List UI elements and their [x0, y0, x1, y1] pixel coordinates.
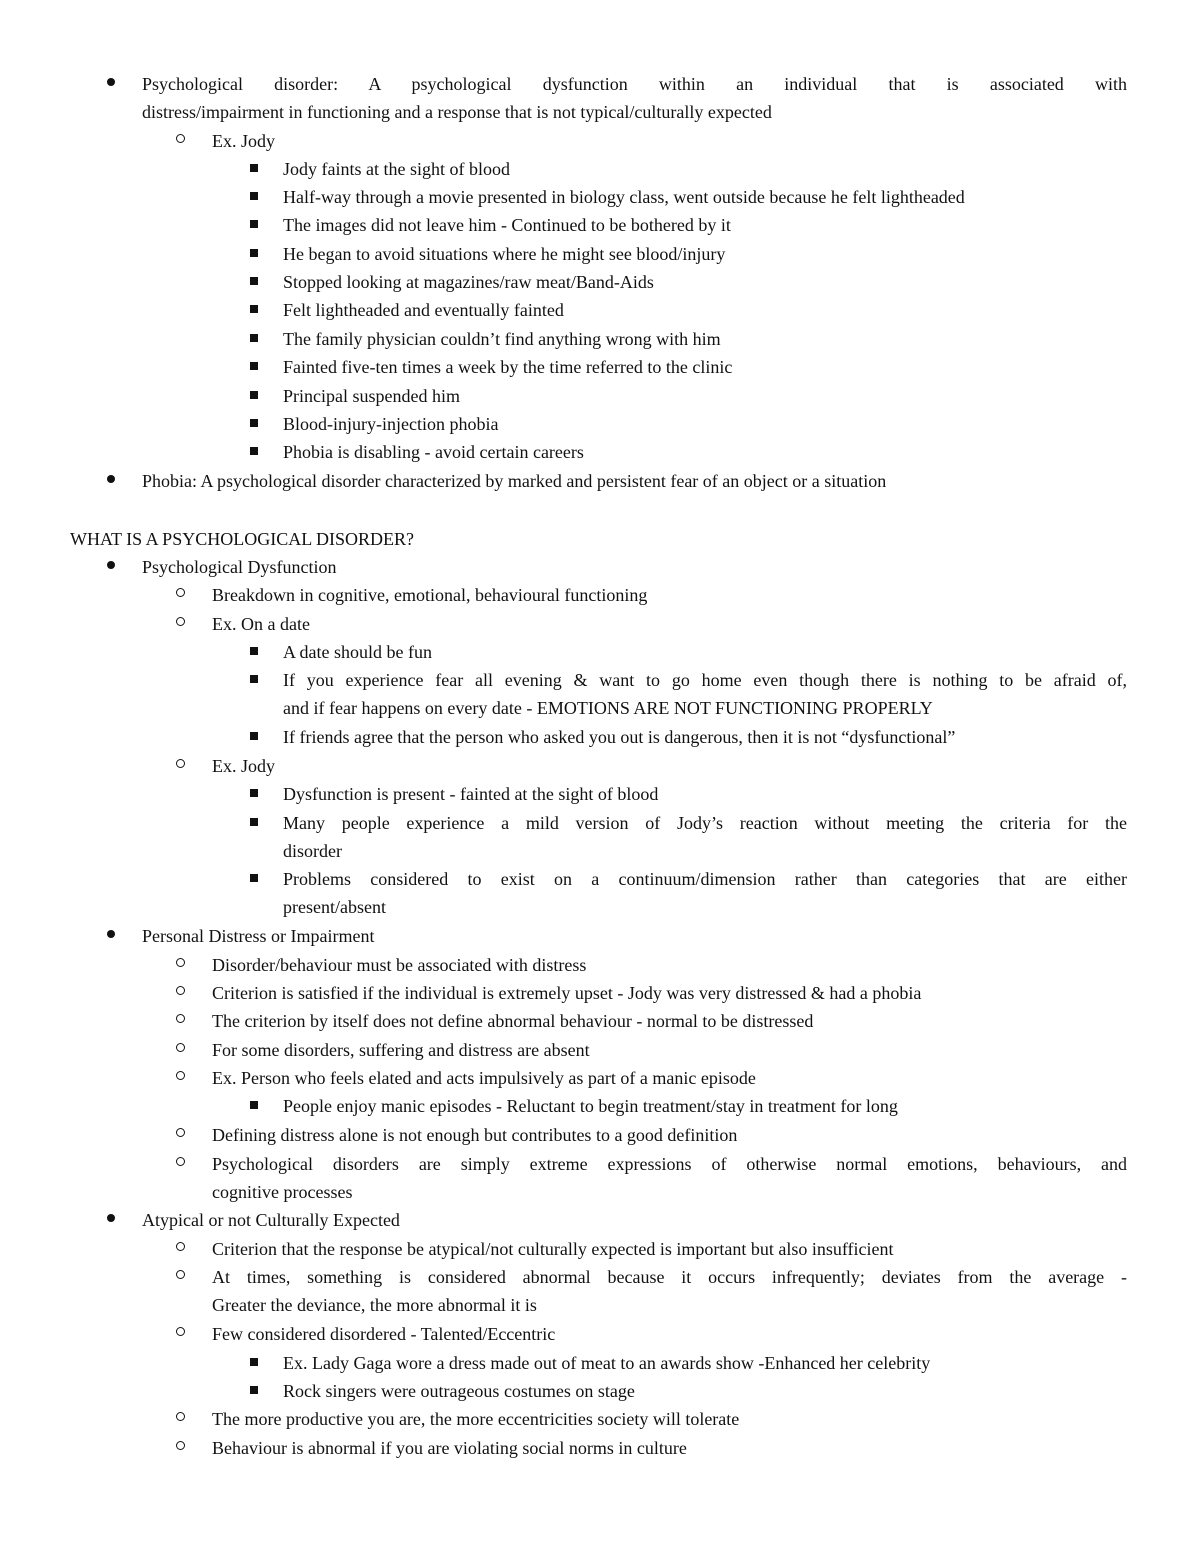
list-item-level-2 [0, 1121, 1200, 1149]
filled-square-bullet-icon [250, 249, 258, 257]
hollow-circle-bullet-icon [176, 759, 185, 768]
filled-square-bullet-icon [250, 391, 258, 399]
hollow-circle-bullet-icon [176, 1071, 185, 1080]
filled-square-bullet-icon [250, 1386, 258, 1394]
list-item-text: Psychological disorder: A psychological dysfunction within an individual that is associated with [142, 74, 1127, 94]
list-item-text: Blood-injury-injection phobia [283, 414, 499, 434]
list-item-level-3 [0, 723, 1200, 751]
filled-circle-bullet-icon [107, 78, 115, 86]
filled-square-bullet-icon [250, 874, 258, 882]
list-item-level-2 [0, 979, 1200, 1007]
list-item-level-2 [0, 610, 1200, 638]
list-item-text: distress/impairment in functioning and a response that is not typical/culturally expected [142, 102, 772, 122]
list-item-text: disorder [283, 841, 342, 861]
hollow-circle-bullet-icon [176, 1157, 185, 1166]
list-item-level-2 [0, 1291, 1200, 1319]
filled-square-bullet-icon [250, 789, 258, 797]
list-item-level-3 [0, 438, 1200, 466]
list-item-level-3 [0, 240, 1200, 268]
filled-square-bullet-icon [250, 362, 258, 370]
list-item-level-2 [0, 1263, 1200, 1291]
list-item-text: Rock singers were outrageous costumes on stage [283, 1381, 635, 1401]
list-item-level-2 [0, 951, 1200, 979]
filled-square-bullet-icon [250, 647, 258, 655]
section-heading [0, 525, 1200, 553]
list-item-level-3 [0, 211, 1200, 239]
list-item-level-1 [0, 922, 1200, 950]
hollow-circle-bullet-icon [176, 1043, 185, 1052]
filled-circle-bullet-icon [107, 930, 115, 938]
list-item-text: Phobia is disabling - avoid certain careers [283, 442, 584, 462]
list-item-text: The more productive you are, the more eccentricities society will tolerate [212, 1409, 740, 1429]
list-item-level-3 [0, 296, 1200, 324]
list-item-text: Disorder/behaviour must be associated with distress [212, 955, 587, 975]
list-item-level-2 [0, 1064, 1200, 1092]
hollow-circle-bullet-icon [176, 958, 185, 967]
list-item-text: Principal suspended him [283, 386, 460, 406]
list-item-level-3 [0, 325, 1200, 353]
list-item-text: Fainted five-ten times a week by the time referred to the clinic [283, 357, 733, 377]
hollow-circle-bullet-icon [176, 1014, 185, 1023]
list-item-level-1 [0, 467, 1200, 495]
list-item-level-3 [0, 837, 1200, 865]
hollow-circle-bullet-icon [176, 588, 185, 597]
list-item-level-2 [0, 1235, 1200, 1263]
filled-circle-bullet-icon [107, 561, 115, 569]
list-item-level-2 [0, 1320, 1200, 1348]
list-item-text: Greater the deviance, the more abnormal it is [212, 1295, 537, 1315]
list-item-text: The criterion by itself does not define abnormal behaviour - normal to be distressed [212, 1011, 814, 1031]
filled-square-bullet-icon [250, 732, 258, 740]
list-item-text: Defining distress alone is not enough but contributes to a good definition [212, 1125, 738, 1145]
list-item-text: Ex. On a date [212, 614, 310, 634]
filled-square-bullet-icon [250, 1358, 258, 1366]
filled-square-bullet-icon [250, 818, 258, 826]
list-item-level-2 [0, 1036, 1200, 1064]
list-item-text: If you experience fear all evening & want to go home even though there is nothing to be afraid of, [283, 670, 1127, 690]
list-item-level-1 [0, 1206, 1200, 1234]
filled-square-bullet-icon [250, 447, 258, 455]
list-item-text: Psychological disorders are simply extreme expressions of otherwise normal emotions, behaviours, and [212, 1154, 1127, 1174]
list-item-level-2 [0, 1178, 1200, 1206]
list-item-level-3 [0, 183, 1200, 211]
filled-square-bullet-icon [250, 164, 258, 172]
filled-square-bullet-icon [250, 220, 258, 228]
list-item-text: Ex. Jody [212, 756, 275, 776]
list-item-text: Jody faints at the sight of blood [283, 159, 510, 179]
hollow-circle-bullet-icon [176, 1327, 185, 1336]
filled-square-bullet-icon [250, 675, 258, 683]
list-item-level-2 [0, 1405, 1200, 1433]
list-item-text: For some disorders, suffering and distress are absent [212, 1040, 590, 1060]
hollow-circle-bullet-icon [176, 1412, 185, 1421]
list-item-text: Phobia: A psychological disorder characterized by marked and persistent fear of an object or a situation [142, 471, 887, 491]
filled-square-bullet-icon [250, 1101, 258, 1109]
filled-square-bullet-icon [250, 192, 258, 200]
list-item-level-2 [0, 1007, 1200, 1035]
hollow-circle-bullet-icon [176, 134, 185, 143]
list-item-level-3 [0, 268, 1200, 296]
list-item-level-1 [0, 70, 1200, 98]
list-item-text: Ex. Person who feels elated and acts impulsively as part of a manic episode [212, 1068, 756, 1088]
list-item-level-3 [0, 1377, 1200, 1405]
list-item-level-3 [0, 1349, 1200, 1377]
list-item-text: If friends agree that the person who asked you out is dangerous, then it is not “dysfunctional” [283, 727, 956, 747]
list-item-level-2 [0, 752, 1200, 780]
filled-square-bullet-icon [250, 419, 258, 427]
filled-square-bullet-icon [250, 277, 258, 285]
list-item-level-3 [0, 410, 1200, 438]
list-item-text: present/absent [283, 897, 386, 917]
list-item-text: Breakdown in cognitive, emotional, behavioural functioning [212, 585, 648, 605]
list-item-text: The family physician couldn’t find anything wrong with him [283, 329, 721, 349]
list-item-text: People enjoy manic episodes - Reluctant to begin treatment/stay in treatment for long [283, 1096, 898, 1116]
list-item-text: Felt lightheaded and eventually fainted [283, 300, 564, 320]
filled-circle-bullet-icon [107, 475, 115, 483]
list-item-text: Few considered disordered - Talented/Eccentric [212, 1324, 556, 1344]
list-item-level-2 [0, 1434, 1200, 1462]
hollow-circle-bullet-icon [176, 1242, 185, 1251]
list-item-text: Problems considered to exist on a continuum/dimension rather than categories that are either [283, 869, 1127, 889]
list-item-text: A date should be fun [283, 642, 432, 662]
list-item-level-3 [0, 780, 1200, 808]
hollow-circle-bullet-icon [176, 617, 185, 626]
list-item-level-3 [0, 382, 1200, 410]
list-item-level-3 [0, 666, 1200, 694]
list-item-text: Dysfunction is present - fainted at the sight of blood [283, 784, 659, 804]
list-item-level-3 [0, 865, 1200, 893]
list-item-text: Criterion that the response be atypical/not culturally expected is important but also insufficient [212, 1239, 894, 1259]
list-item-level-2 [0, 581, 1200, 609]
filled-square-bullet-icon [250, 305, 258, 313]
list-item-text: and if fear happens on every date - EMOTIONS ARE NOT FUNCTIONING PROPERLY [283, 698, 933, 718]
hollow-circle-bullet-icon [176, 1128, 185, 1137]
section-heading-text: WHAT IS A PSYCHOLOGICAL DISORDER? [70, 529, 415, 549]
list-item-level-3 [0, 155, 1200, 183]
list-item-level-3 [0, 694, 1200, 722]
hollow-circle-bullet-icon [176, 986, 185, 995]
filled-square-bullet-icon [250, 334, 258, 342]
list-item-level-2 [0, 1150, 1200, 1178]
list-item-text: Stopped looking at magazines/raw meat/Band-Aids [283, 272, 654, 292]
list-item-level-2 [0, 127, 1200, 155]
list-item-level-3 [0, 638, 1200, 666]
list-item-level-3 [0, 1092, 1200, 1120]
filled-circle-bullet-icon [107, 1214, 115, 1222]
hollow-circle-bullet-icon [176, 1441, 185, 1450]
list-item-text: Behaviour is abnormal if you are violating social norms in culture [212, 1438, 687, 1458]
list-item-level-1 [0, 98, 1200, 126]
list-item-text: Criterion is satisfied if the individual is extremely upset - Jody was very distressed & had a phobia [212, 983, 922, 1003]
list-item-text: At times, something is considered abnormal because it occurs infrequently; deviates from the average - [212, 1267, 1127, 1287]
list-item-text: Personal Distress or Impairment [142, 926, 375, 946]
list-item-text: Ex. Lady Gaga wore a dress made out of meat to an awards show -Enhanced her celebrity [283, 1353, 931, 1373]
hollow-circle-bullet-icon [176, 1270, 185, 1279]
list-item-text: cognitive processes [212, 1182, 353, 1202]
list-item-text: He began to avoid situations where he might see blood/injury [283, 244, 726, 264]
list-item-level-3 [0, 353, 1200, 381]
list-item-text: Psychological Dysfunction [142, 557, 337, 577]
list-item-text: Ex. Jody [212, 131, 275, 151]
list-item-level-3 [0, 893, 1200, 921]
list-item-text: Atypical or not Culturally Expected [142, 1210, 400, 1230]
list-item-text: Half-way through a movie presented in biology class, went outside because he felt lightheaded [283, 187, 965, 207]
list-item-level-3 [0, 809, 1200, 837]
list-item-text: Many people experience a mild version of Jody’s reaction without meeting the criteria for the [283, 813, 1127, 833]
list-item-text: The images did not leave him - Continued to be bothered by it [283, 215, 731, 235]
list-item-level-1 [0, 553, 1200, 581]
